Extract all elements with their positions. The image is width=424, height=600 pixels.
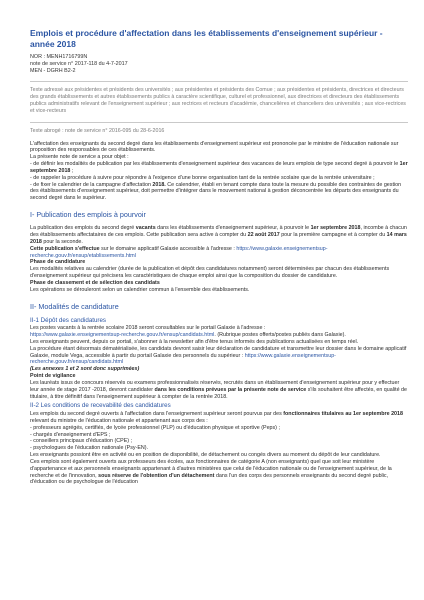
list-item: - conseillers principaux d'éducation (CPE) ; [30,438,133,445]
subsection-heading-recevabilite: II-2 Les conditions de recevabilité des candidatures [30,402,171,410]
section-paragraph [30,459,408,486]
text-run: Ce calendrier, établi en tenant compte dans toute la mesure du possible des contraintes de gestion des établissements d'enseignement supérieur, doit permettre d'intégrer dans le mouvement national à gestion déconcentrée les départs des enseignants du second degré dans le supérieur. [30,181,402,202]
text-highlight: Cette publication s'effectue [30,245,100,252]
reference-block [30,54,408,75]
annexes-note: (Les annexes 1 et 2 sont donc supprimées) [30,366,140,373]
date-highlight: 1er septembre 2018 [30,161,408,174]
intro-list-item [30,182,408,203]
abrogated-text: Texte abrogé : note de service n° 2016-095 du 28-6-2016 [30,127,165,134]
text-run: Les lauréats issus de concours réservés ou examens professionnalisés réservés, recrutés dans un établissement d'enseignement supérieur pour y effectuer leur année de stage 2017 -2018, devront candidater [30,379,400,393]
subheading-candidature-phase [30,259,408,266]
note-reference: note de service n° 2017-118 du 4-7-2017 [30,61,128,67]
text-highlight: Phase de classement et de sélection des candidats [30,279,160,286]
text-run: Ces emplois sont également ouverts aux professeurs des écoles, aux fonctionnaires de catégorie A (non enseignants) quel que soit leur ministère d'appartenance et aux personnels enseignants appartenant à d'autres ministères que celui de l'éducation nationale ou de l'enseignement supérieur, de la recherche et de l'innovation, [30,458,392,479]
galaxie-candidats-link[interactable]: https://www.galaxie.enseignementsup-recherche.gouv.fr/ensup/candidats.html [30,352,336,366]
text-run: - de définir les modalités de publication par les établissements d'enseignement supérieur des vacances de leurs emplois de type second degré à pourvoir le [30,161,400,168]
section-paragraph: Les modalités relatives au calendrier (durée de la publication et dépôt des candidatures notamment) seront déterminées par chacun des établissements d'enseignement supérieur qui précisera les caractéristiques de chaque emploi ainsi que la composition du dossier de candidature. [30,266,390,280]
addressees-text: Texte adressé aux présidentes et présidents des universités ; aux présidentes et présidents des Comue ; aux présidentes et présidents, directrices et directeurs des grands établissements et autres établissements publics à caractère scientifique, culturel et professionnel, aux directrices et directeurs des établissements publics administratifs relevant de l'enseignement supérieur ; aux rectrices et recteurs d'académie, chancelières et chanceliers des universités ; aux vice-rectrices et vice-recteurs [30,87,406,114]
text-run: sur le domaine applicatif Galaxie accessible à l'adresse : [99,245,237,252]
subheading-selection-phase [30,280,408,287]
text-highlight: vacants [135,225,156,232]
section-paragraph [30,346,408,367]
date-highlight: 22 août 2017 [247,231,280,238]
text-run: ; [70,167,74,174]
text-run: pour la première campagne et à compter du [279,231,387,238]
list-item: - chargés d'enseignement d'EPS ; [30,431,111,438]
date-highlight: 1er septembre 2018 [310,225,361,232]
section-paragraph [30,225,408,246]
text-run: pour la seconde. [41,238,83,245]
text-highlight: Phase de candidature [30,259,86,266]
text-run: . (Rubrique postes offerts/postes publiés dans Galaxie). [214,332,346,338]
section-paragraph: Les postes vacants à la rentrée scolaire 2018 seront consultables sur le portail Galaxie à l'adresse : [30,325,266,332]
text-highlight: fonctionnaires titulaires au 1er septembre 2018 [283,411,403,418]
text-highlight: Point de vigilance [30,373,76,380]
list-item: - professeurs agrégés, certifiés, de lycée professionnel (PLP) ou d'éducation physique et sportive (Peps) ; [30,424,280,431]
text-run: , incombe à chacun des établissements affectataires de ces emplois. Cette publication sera active à compter du [30,225,407,238]
intro-paragraph: L'affectation des enseignants du second degré dans les établissements d'enseignement supérieur est prononcée par le ministre de l'éducation nationale sur proposition des responsables de ces établissements. [30,140,399,154]
divider [30,122,408,123]
galaxie-etablissements-link[interactable]: https://www.galaxie.enseignementsup-recherche.gouv.fr/ensup/etablissements.html [30,245,328,259]
section-heading-candidature: II- Modalités de candidature [30,301,119,311]
text-highlight: dans les conditions prévues par la présente note de service [154,386,307,393]
section-paragraph: Les enseignants possiont être en activité ou en position de disponibilité, de détachement ou congés divers au moment du dépôt de leur candidature. [30,452,381,459]
text-highlight: sous réserve de l'obtention d'un détachement [98,472,215,479]
year-highlight: 2018. [152,181,166,188]
page-title: Emplois et procédure d'affectation dans les établissements d'enseignement supérieur - année 2018 [30,28,383,49]
section-heading-publication: I- Publication des emplois à pourvoir [30,210,146,220]
text-run: s'ils souhaitent être affectés, en qualité de titulaire, à titre définitif dans l'enseignement supérieur à compter de la rentrée 2018. [30,386,407,400]
subheading-vigilance [30,373,408,380]
text-run: dans les établissements d'enseignement supérieur, à pourvoir le [155,225,311,232]
text-run: relevant du ministre de l'éducation nationale et appartenant aux corps des : [30,417,208,424]
text-run: Les emplois du second degré ouverts à l'affectation dans l'enseignement supérieur seront pourvus par des [30,411,284,418]
divider [30,81,408,82]
subsection-heading-depot: II-1 Dépôt des candidatures [30,316,107,324]
text-run: La publication des emplois du second degré [30,225,136,232]
date-highlight: 14 mars 2018 [30,231,407,245]
section-paragraph [30,380,408,401]
section-paragraph [30,411,408,425]
text-run: dans l'un des corps des personnels enseignants du second degré public, d'éducation ou de psychologue de l'éducation [30,472,389,486]
document-body [30,141,408,487]
section-paragraph [30,246,408,260]
intro-list-item: - de rappeler la procédure à suivre pour répondre à l'exigence d'une bonne organisation tant de la rentrée scolaire que de la rentrée universitaire ; [30,174,375,181]
section-paragraph: Les enseignants peuvent, depuis ce portail, s'abonner à la newsletter afin d'être tenus informés des publications actualisées en temps réel. [30,338,359,345]
text-run: - de fixer le calendrier de la campagne d'affectation [30,181,153,188]
service-reference: MEN - DGRH B2-2 [30,68,76,74]
list-item: - psychologues de l'éducation nationale (Psy-EN). [30,445,149,452]
section-paragraph: Les opérations se dérouleront selon un calendrier commun à l'ensemble des établissements. [30,286,250,293]
section-paragraph [30,332,408,339]
intro-list-item [30,161,408,175]
galaxie-candidats-link[interactable]: https://www.galaxie.enseignementsup-recherche.gouv.fr/ensup/candidats.html [30,332,215,338]
intro-paragraph: La présente note de service a pour objet : [30,154,129,161]
text-run: La procédure étant désormais dématérialisée, les candidats devront saisir leur déclaration de candidature et transmettre leur dossier dans le domaine applicatif Galaxie, module Vega, accessible à partir du portail Galaxie des personnels du supérieur : [30,345,407,359]
nor-reference: NOR : MENH1716799N [30,54,88,60]
